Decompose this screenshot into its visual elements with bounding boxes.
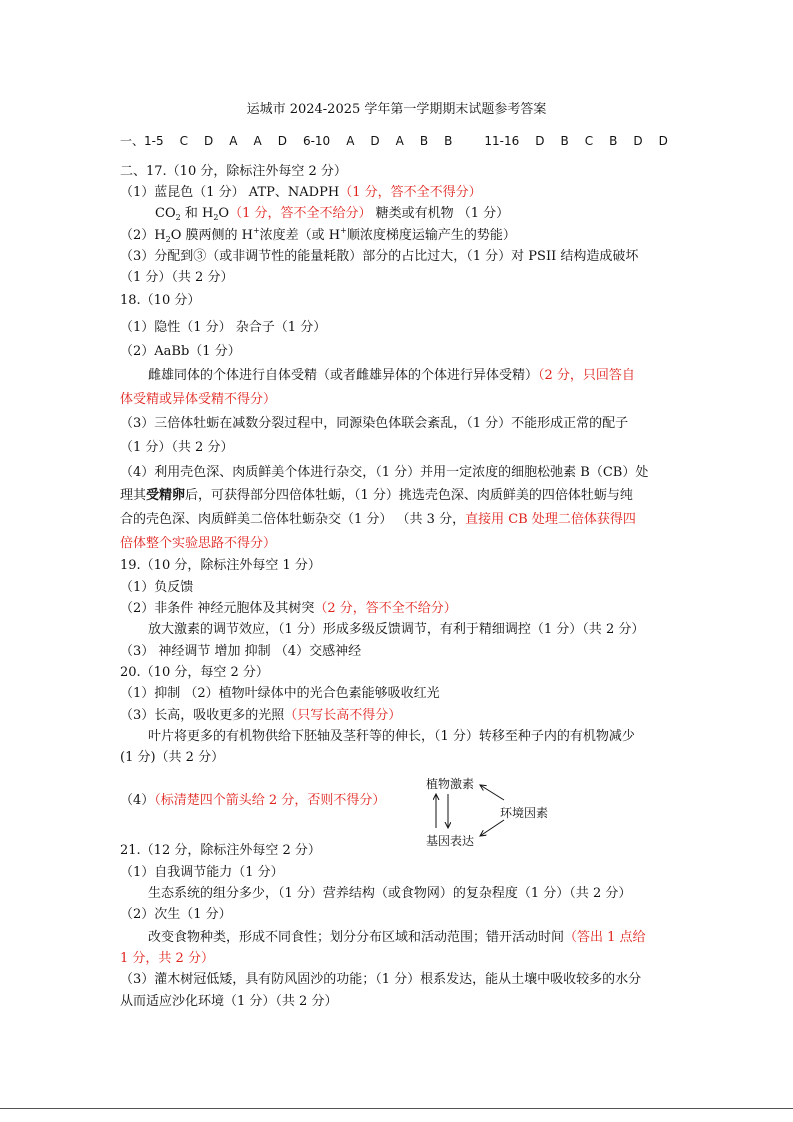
- q20-scoring-note: （标清楚四个箭头给 2 分，否则不得分）: [154, 793, 386, 808]
- q21-line-1: （1）自我调节能力（1 分）: [120, 865, 284, 880]
- arrow-env-to-gene: [480, 820, 504, 836]
- q21-line-4: [148, 930, 646, 946]
- part1-group1-answer: C: [179, 134, 189, 148]
- q20-heading: 20.（10 分，每空 2 分）: [120, 665, 269, 680]
- part1-range-1: 1-5: [144, 134, 164, 148]
- q19-scoring-note: （2 分，答不全不给分）: [314, 601, 457, 616]
- q18-line-10: 倍体整个实验思路不得分）: [120, 536, 277, 551]
- q18-line-6: （1 分）（共 2 分）: [120, 440, 234, 455]
- q18-text: 合的壳色深、肉质鲜美二倍体牡蛎杂交（1 分） （共 3 分，: [120, 512, 466, 527]
- q17-text: （2）H: [120, 228, 166, 243]
- q18-line-1: （1）隐性（1 分） 杂合子（1 分）: [120, 320, 327, 335]
- q21-line-6: （3）灌木树冠低矮，具有防风固沙的功能；（1 分）根系发达，能从土壤中吸收较多的水分: [120, 972, 642, 987]
- q17-line-5: （1 分）（共 2 分）: [120, 270, 234, 285]
- q21-scoring-note: （答出 1 点给: [564, 930, 646, 945]
- part1-group2-answer: B: [444, 134, 453, 148]
- part1-group1-answer: D: [277, 134, 287, 148]
- page-bottom-rule: [0, 1108, 793, 1109]
- q17-line-3: $(2)H_2O$ 膜两侧的 H+浓度差（或 H+顺浓度梯度运输产生的势能）: [120, 226, 516, 244]
- q17-text: 顺浓度梯度运输产生的势能）: [346, 228, 516, 243]
- q18-line-7: （4）利用壳色深、肉质鲜美个体进行杂交，（1 分）并用一定浓度的细胞松弛素 B（CB）处: [120, 465, 649, 480]
- part1-group3-answer: B: [560, 134, 569, 148]
- q18-text: 理其: [120, 488, 147, 503]
- q17-text: 浓度差（或 H: [259, 228, 341, 243]
- part1-label: 一、: [120, 134, 145, 148]
- part1-group3-answer: D: [633, 134, 643, 148]
- q20-line-3: 叶片将更多的有机物供给下胚轴及茎秆等的伸长，（1 分）转移至种子内的有机物减少: [148, 729, 635, 744]
- q17-text: 糖类或有机物 （1 分）: [371, 206, 510, 221]
- q18-line-2: （2）AaBb（1 分）: [120, 344, 241, 359]
- q17-line-1: [120, 185, 482, 201]
- part1-group3-answer: D: [658, 134, 668, 148]
- q17-line-2: $CO_2$ 和 $H_2O(1$ 分，答不全不给分） 糖类或有机物 （1 分）: [155, 206, 510, 222]
- q18-scoring-note: 直接用 CB 处理二倍体获得四: [465, 512, 636, 527]
- part1-group2-answer: A: [346, 134, 355, 148]
- diagram-arrows: [418, 772, 558, 852]
- page-title: 运城市 2024-2025 学年第一学期期末试题参考答案: [246, 102, 547, 117]
- q17-heading: 二、17.（10 分，除标注外每空 2 分）: [120, 164, 347, 179]
- q21-line-7: 从而适应沙化环境（1 分）（共 2 分）: [120, 994, 338, 1009]
- q18-scoring-note: （2 分，只回答自: [538, 368, 635, 383]
- q20-line-1: （1）抑制 （2）植物叶绿体中的光合色素能够吸收红光: [120, 686, 440, 701]
- q19-line-1: （1）负反馈: [120, 580, 194, 595]
- q20-line-4: (1 分)（共 2 分）: [120, 750, 225, 765]
- q17-text: O: [218, 206, 230, 221]
- arrow-env-to-hormone: [480, 785, 504, 800]
- part1-range-2: 6-10: [302, 134, 331, 148]
- q18-line-8: [120, 488, 633, 504]
- q17-scoring-note: （1 分，答不全不得分）: [339, 185, 482, 200]
- q21-line-3: （2）次生（1 分）: [120, 907, 232, 922]
- part1-group1-answer: A: [253, 134, 262, 148]
- part1-group2-answer: A: [395, 134, 404, 148]
- q20-scoring-note: （只写长高不得分）: [284, 708, 402, 723]
- q21-line-5: 1 分，共 2 分）: [120, 951, 214, 966]
- q20-text: （4）: [120, 793, 155, 808]
- q21-line-2: 生态系统的组分多少，（1 分）营养结构（或食物网）的复杂程度（1 分）（共 2 分）: [148, 886, 632, 901]
- part1-group1-answer: A: [229, 134, 238, 148]
- diagram-node-gene-expression: 基因表达: [426, 834, 475, 848]
- q18-line-4: 体受精或异体受精不得分）: [120, 392, 277, 407]
- regulation-diagram: [418, 772, 558, 852]
- q21-heading: 21.（12 分，除标注外每空 2 分）: [120, 843, 321, 858]
- part1-answers: [120, 133, 668, 149]
- q20-line-2: [120, 708, 401, 724]
- q18-line-9: [120, 512, 636, 528]
- part1-group3-answer: B: [609, 134, 618, 148]
- q17-text: O 膜两侧的 H: [170, 228, 253, 243]
- q17-text: CO: [155, 206, 176, 221]
- q19-heading: 19.（10 分，除标注外每空 1 分）: [120, 558, 321, 573]
- part1-group2-answer: B: [419, 134, 429, 148]
- q20-line-5: [120, 793, 385, 809]
- q18-text-bold: 受精卵: [146, 488, 186, 503]
- part1-group3-answer: D: [535, 134, 545, 148]
- q19-line-2: [120, 601, 457, 617]
- q18-text: 雌雄同体的个体进行自体受精（或者雌雄异体的个体进行异体受精）: [148, 368, 539, 383]
- q17-line-4: （3）分配到③（或非调节性的能量耗散）部分的占比过大，（1 分）对 PSII 结构造成破坏: [120, 249, 639, 264]
- q18-text: 后，可获得部分四倍体牡蛎，（1 分）挑选壳色深、肉质鲜美的四倍体牡蛎与纯: [185, 488, 633, 503]
- q19-text: （2）非条件 神经元胞体及其树突: [120, 601, 315, 616]
- q21-text: 改变食物种类，形成不同食性；划分分布区域和活动范围；错开活动时间: [148, 930, 565, 945]
- diagram-node-hormone: 植物激素: [426, 777, 475, 791]
- part1-group1-answer: D: [204, 134, 214, 148]
- q19-line-4: （3） 神经调节 增加 抑制 （4）交感神经: [120, 644, 362, 659]
- q20-text: （3）长高，吸收更多的光照: [120, 708, 285, 723]
- q19-line-3: 放大激素的调节效应，（1 分）形成多级反馈调节，有利于精细调控（1 分）（共 2 分）: [148, 622, 645, 637]
- part1-group2-answer: D: [370, 134, 380, 148]
- q17-text: （1）蓝昆色（1 分） ATP、NADPH: [120, 185, 340, 200]
- q18-line-3: [148, 368, 635, 384]
- part1-range-3: 11-16: [484, 134, 520, 148]
- q17-scoring-note: （1 分，答不全不给分）: [229, 206, 372, 221]
- q17-text: 和 H: [180, 206, 214, 221]
- q18-line-5: （3）三倍体牡蛎在减数分裂过程中，同源染色体联会紊乱，（1 分）不能形成正常的配子: [120, 416, 629, 431]
- part1-group3-answer: C: [584, 134, 594, 148]
- q18-heading: 18.（10 分）: [120, 293, 201, 308]
- diagram-node-environment: 环境因素: [500, 806, 549, 820]
